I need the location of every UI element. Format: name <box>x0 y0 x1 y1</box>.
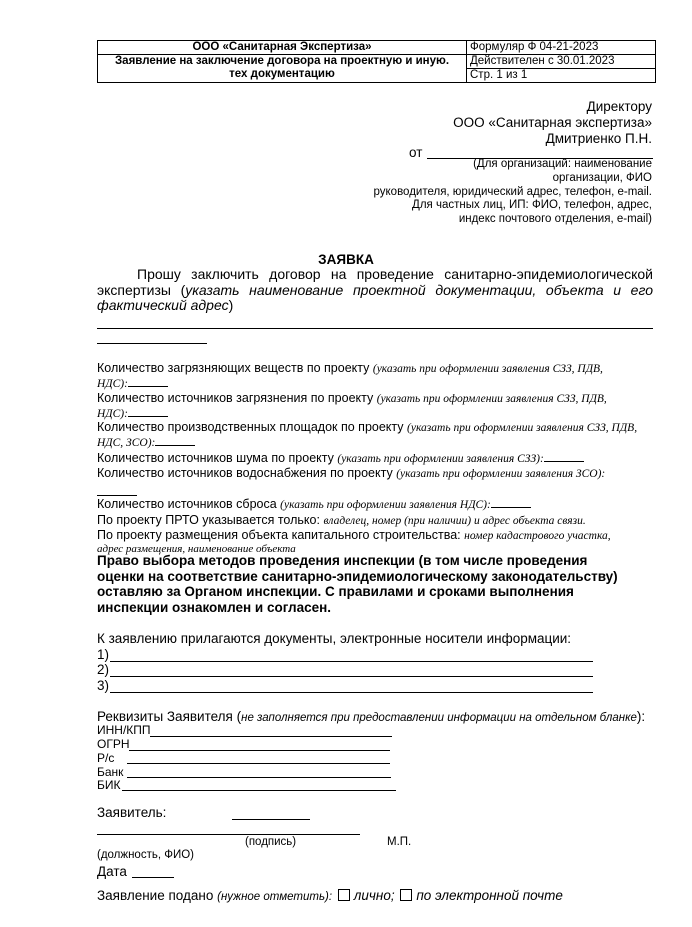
applicant-input[interactable] <box>232 819 310 820</box>
attachment-input-2[interactable] <box>110 676 593 677</box>
discharge-input[interactable] <box>491 506 531 508</box>
signature-line[interactable] <box>97 834 360 835</box>
discharge-field: Количество источников сброса (указать при оформлении заявления НДС): <box>97 497 531 511</box>
applicant-label: Заявитель: <box>97 805 167 820</box>
signature-caption: (подпись) <box>245 836 297 848</box>
valid-from: Действителен с 30.01.2023 <box>467 55 656 69</box>
attachment-item-1: 1) <box>97 647 110 662</box>
bank-label: Банк <box>97 765 124 779</box>
page-number: Стр. 1 из 1 <box>467 69 656 83</box>
sources-input[interactable] <box>128 415 168 417</box>
addressee-to: Директору <box>586 99 652 114</box>
pollutants-input[interactable] <box>128 385 168 387</box>
attachment-input-3[interactable] <box>110 692 593 693</box>
pollutants-field-line2: НДС): <box>97 376 168 390</box>
attachment-item-3: 3) <box>97 678 110 693</box>
attachments-label: К заявлению прилагаются документы, электронные носители информации: <box>97 631 572 646</box>
form-code: Формуляр Ф 04-21-2023 <box>467 41 656 55</box>
date-input[interactable] <box>132 877 174 878</box>
attachment-input-1[interactable] <box>110 661 593 662</box>
bank-input[interactable] <box>127 777 391 778</box>
inn-input[interactable] <box>150 736 392 737</box>
capital-field-line2: адрес размещения, наименование объекта <box>97 543 296 555</box>
addressee-org: ООО «Санитарная экспертиза» <box>453 115 652 130</box>
org-name: ООО «Санитарная Экспертиза» <box>98 41 467 55</box>
bik-label: БИК <box>97 778 121 792</box>
from-label: от <box>409 145 423 160</box>
email-checkbox[interactable] <box>400 889 412 901</box>
header-table <box>97 40 656 83</box>
position-caption: (должность, ФИО) <box>97 849 195 861</box>
water-field: Количество источников водоснабжения по проекту (указать при оформлении заявления ЗСО): <box>97 466 606 480</box>
request-text: Прошу заключить договор на проведение санитарно-эпидемиологической экспертизы (указать наименование проектной документации, объекта и его фактический адрес) <box>97 266 653 313</box>
noise-input[interactable] <box>544 460 584 462</box>
addressee-name: Дмитриенко П.Н. <box>545 131 652 146</box>
requisites-label: Реквизиты Заявителя (не заполняется при предоставлении информации на отдельном бланке): <box>97 709 646 724</box>
sites-input[interactable] <box>155 444 195 446</box>
object-input-line-2[interactable] <box>97 343 207 344</box>
date-label: Дата <box>97 864 127 879</box>
object-input-line-1[interactable] <box>97 328 653 329</box>
consent-notice: Право выбора методов проведения инспекции (в том числе проведения оценки на соответствие санитарно-эпидемиологическому законодательству) оставляю за Органом инспекции. С правилами и сроками выполнения инспекции ознакомлен и согласен. <box>97 553 618 615</box>
attachment-item-2: 2) <box>97 662 110 677</box>
addressee-block <box>453 99 652 147</box>
addressee-hint: (Для организаций: наименование организации, ФИО руководителя, юридический адрес, телефон, e-mail. Для частных лиц, ИП: ФИО, телефон, адрес, индекс почтового отделения, e-mail) <box>373 158 652 226</box>
stamp-label: М.П. <box>387 836 412 848</box>
inn-label: ИНН/КПП <box>97 723 151 737</box>
bik-input[interactable] <box>122 790 396 791</box>
ogrn-input[interactable] <box>129 750 390 751</box>
document-title: Заявление на заключение договора на проектную и иную. тех документацию <box>98 55 467 83</box>
rs-input[interactable] <box>127 763 390 764</box>
capital-field: По проекту размещения объекта капитального строительства: номер кадастрового участка, <box>97 528 611 542</box>
rs-label: Р/с <box>97 751 115 765</box>
in-person-checkbox[interactable] <box>338 889 350 901</box>
pollutants-field: Количество загрязняющих веществ по проекту (указать при оформлении заявления СЗЗ, ПДВ, <box>97 361 603 375</box>
sources-field: Количество источников загрязнения по проекту (указать при оформлении заявления СЗЗ, ПДВ, <box>97 391 607 405</box>
prto-field: По проекту ПРТО указывается только: владелец, номер (при наличии) и адрес объекта связи. <box>97 513 586 527</box>
sources-field-line2: НДС): <box>97 406 168 420</box>
request-title: ЗАЯВКА <box>318 252 374 267</box>
sites-field: Количество производственных площадок по проекту (указать при оформлении заявления СЗЗ, ПДВ, <box>97 420 638 434</box>
water-input[interactable] <box>97 495 137 496</box>
noise-field: Количество источников шума по проекту (указать при оформлении заявления СЗЗ): <box>97 451 584 465</box>
ogrn-label: ОГРН <box>97 737 130 751</box>
sites-field-line2: НДС, ЗСО): <box>97 435 195 449</box>
submitted-row: Заявление подано (нужное отметить): лично; по электронной почте <box>97 888 563 903</box>
